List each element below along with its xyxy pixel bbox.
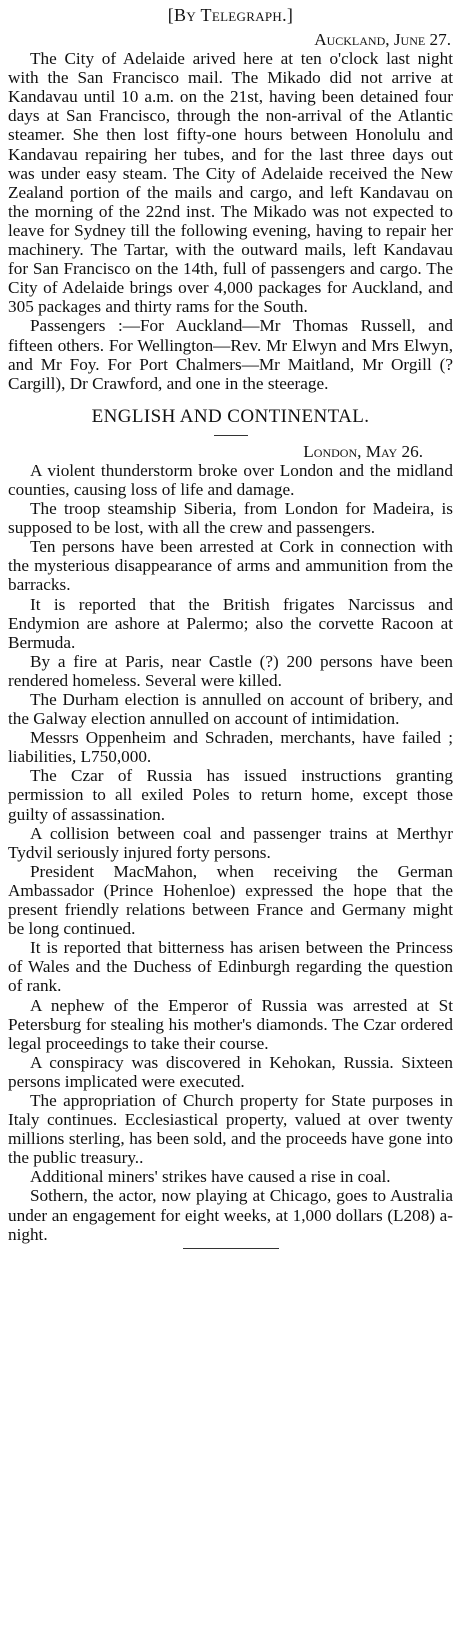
section-heading: ENGLISH AND CONTINENTAL. bbox=[91, 405, 370, 427]
news-item-merchants-failed: Messrs Oppenheim and Schraden, merchants, have failed ; liabilities, L750,000. bbox=[8, 728, 453, 767]
news-item-macmahon: President MacMahon, when receiving the German Ambassador (Prince Hohenloe) expressed the hope that the present friendly relations between France and Germany might be long continued. bbox=[8, 861, 453, 939]
news-item-paris-fire: By a fire at Paris, near Castle (?) 200 persons have been rendered homeless. Several were killed. bbox=[8, 651, 453, 690]
news-item-emperor-nephew: A nephew of the Emperor of Russia was arrested at St Petersburg for stealing his mother's diamonds. The Czar ordered legal proceedings to take their course. bbox=[8, 995, 453, 1053]
news-item-kehokan-conspiracy: A conspiracy was discovered in Kehokan, Russia. Sixteen persons implicated were executed. bbox=[8, 1052, 453, 1091]
news-item-miners-strikes: Additional miners' strikes have caused a rise in coal. bbox=[30, 1167, 391, 1187]
news-item-sothern-actor: Sothern, the actor, now playing at Chicago, goes to Australia under an engagement for eight weeks, at 1,000 dollars (L208) a-night. bbox=[8, 1186, 453, 1244]
news-item-siberia: The troop steamship Siberia, from London for Madeira, is supposed to be lost, with all the crew and passengers. bbox=[8, 499, 453, 538]
news-item-princess-duchess: It is reported that bitterness has arisen between the Princess of Wales and the Duchess of Edinburgh regarding the question of rank. bbox=[8, 938, 453, 996]
auckland-mail-paragraph: The City of Adelaide arived here at ten o'clock last night with the San Francisco mail. The Mikado did not arrive at Kandavau until 10 a.m. on the 21st, having been detained four days at San Francisco, through the non-arrival of the Atlantic steamer. She then lost fifty-one hours between Honolulu and Kandavau repairing her tubes, and for the last three days out was under easy steam. The City of Adelaide received the New Zealand portion of the mails and cargo, and left Kandavau on the morning of the 22nd inst. The Mikado was not expected to leave for Sydney till the following evening, having to repair her machinery. The Tartar, with the outward mails, left Kandavau for San Francisco on the 14th, full of passengers and cargo. The City of Adelaide brings over 4,000 packages for Auckland, and 305 packages and thirty rams for the South. bbox=[8, 49, 453, 317]
by-telegraph-heading: [By Telegraph.] bbox=[167, 5, 294, 25]
news-item-church-property: The appropriation of Church property for State purposes in Italy continues. Ecclesiastical property, valued at over twenty millions sterling, has been sold, and the proceeds have gone into the public treasury.. bbox=[8, 1090, 453, 1168]
london-dateline: London, May 26. bbox=[303, 441, 423, 461]
end-divider bbox=[183, 1248, 279, 1249]
section-divider bbox=[214, 435, 248, 436]
news-item-thunderstorm: A violent thunderstorm broke over London and the midland counties, causing loss of life and damage. bbox=[8, 460, 453, 499]
passengers-paragraph: Passengers :—For Auckland—Mr Thomas Russell, and fifteen others. For Wellington—Rev. Mr Elwyn and Mrs Elwyn, and Mr Foy. For Port Chalmers—Mr Maitland, Mr Orgill (? Cargill), Dr Crawford, and one in the steerage. bbox=[8, 316, 453, 393]
news-item-czar-poles: The Czar of Russia has issued instructions granting permission to all exiled Poles to return home, except those guilty of assassination. bbox=[8, 766, 453, 824]
news-item-cork-arrests: Ten persons have been arrested at Cork in connection with the mysterious disappearance of arms and ammunition from the barracks. bbox=[8, 537, 453, 595]
auckland-dateline: Auckland, June 27. bbox=[314, 30, 451, 49]
news-item-train-collision: A collision between coal and passenger trains at Merthyr Tydvil seriously injured forty persons. bbox=[8, 823, 453, 862]
news-item-frigates: It is reported that the British frigates Narcissus and Endymion are ashore at Palermo; also the corvette Racoon at Bermuda. bbox=[8, 594, 453, 652]
news-item-elections: The Durham election is annulled on account of bribery, and the Galway election annulled on account of intimidation. bbox=[8, 690, 453, 729]
